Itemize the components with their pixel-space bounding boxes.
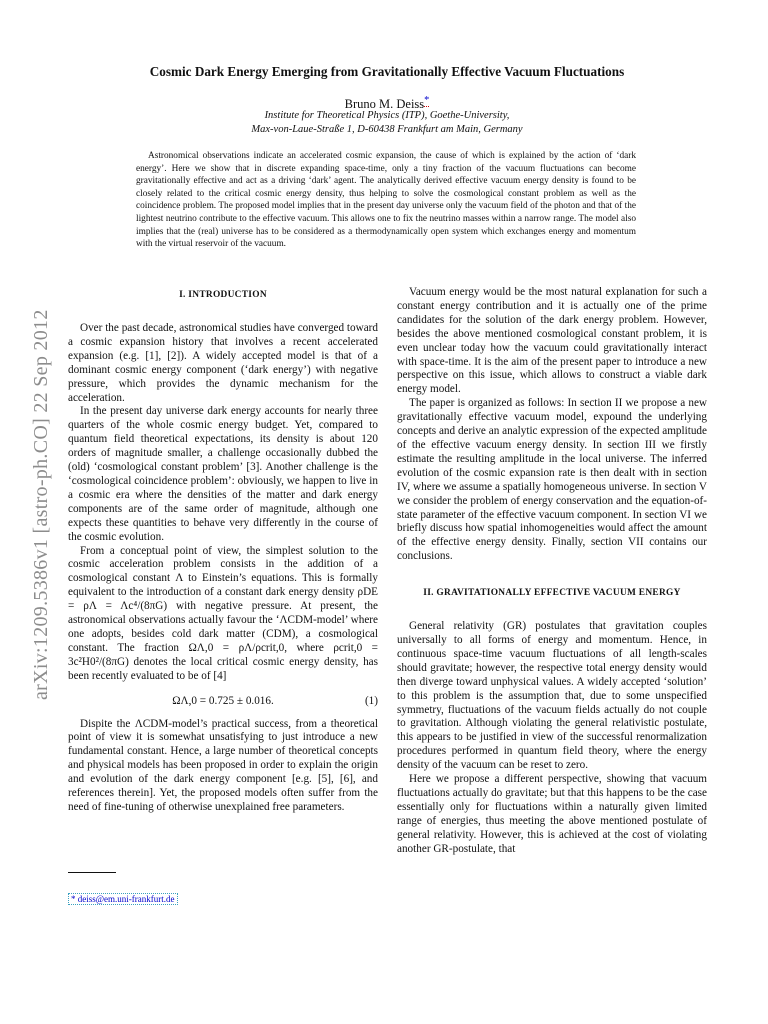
section-heading-introduction: I. INTRODUCTION [179,290,267,300]
paragraph: Here we propose a different perspective, showing that vacuum fluctuations actually do gravitate; but that this happens to be the case essentially only for fluctuations within a naturally given limited range of energies, thus meeting the above mentioned postulate of general relativity. However, this is achieved at the cost of violating another GR-postulate, that [397,773,707,855]
paragraph: In the present day universe dark energy accounts for nearly three quarters of the whole cosmic energy budget. Yet, compared to quantum field theoretical expectations, its density is about 120 orders of magnitude smaller, a challenge occasionally dubbed the (old) ‘cosmological constant problem’ [3]. Another challenge is the ‘cosmological coincidence problem’: obviously, we happen to live in a cosmic era where the densities of the matter and dark energy components are of the same order of magnitude, although one expects these quantities to behave very differently in the course of the cosmic evolution. [68,405,378,543]
footnote [68,894,178,904]
paragraph: Dispite the ΛCDM-model’s practical success, from a theoretical point of view it is somewhat unsatisfying to just introduce a new fundamental constant. Hence, a large number of theoretical concepts and physical models has been proposed in order to explain the origin and evolution of the dark energy component [e.g. [5], [6], and references therein]. Yet, the proposed models often suffer from the need of fine-tuning of otherwise unexplained free parameters. [68,717,378,813]
affiliation-line-1: Institute for Theoretical Physics (ITP), Goethe-University, [264,110,510,121]
equation-number: (1) [364,694,378,707]
left-column [68,286,378,815]
section-heading-gravitationally-effective: II. GRAVITATIONALLY EFFECTIVE VACUUM ENERGY [423,588,681,599]
paragraph: General relativity (GR) postulates that gravitation couples universally to all forms of energy and momentum. Hence, in continuous space-time vacuum fluctuations of all length-scales should gravitate; however, the respective total energy density would then diverge toward unphysical values. A widely accepted ‘solution’ to this problem is the assumption that, due to some unspecified symmetry, fluctuations of the vacuum fields actually do not couple to gravitation. Although violating the general relativistic postulate, this appears to be justified in view of the successful renormalization procedures performed in quantum field theory, where the energy density of the vacuum can be reset to zero. [397,620,707,772]
arxiv-identifier-stamp: arXiv:1209.5386v1 [astro-ph.CO] 22 Sep 2012 [30,309,52,700]
author-footnote-link[interactable]: * [424,95,430,106]
author-name: Bruno M. Deiss [344,97,425,112]
paragraph: The paper is organized as follows: In section II we propose a new gravitationally effective vacuum model, expound the underlying concepts and derive an analytic expression of the expected amplitude of the effective vacuum energy density. In section III we firstly estimate the resulting amplitude in the local universe. The inferred evolution of the cosmic expansion rate is then dealt with in section IV, where we assume a spatially homogeneous universe. In section V we consider the problem of energy conservation and the equation-of-state parameter of the effective vacuum component. In section VI we briefly discuss how spatial inhomogeneities would affect the amount of the effective energy density. Finally, section VII contains our conclusions. [397,397,707,563]
equation-1 [68,694,378,708]
right-column [397,286,707,857]
author-email-link[interactable]: * deiss@em.uni-frankfurt.de [68,893,178,905]
equation-body: ΩΛ,0 = 0.725 ± 0.016. [172,694,274,707]
paragraph: Over the past decade, astronomical studies have converged toward a cosmic expansion history that involves a recent accelerated expansion (e.g. [1], [2]). A widely accepted model is that of a dominant cosmic energy component (‘dark energy’) with negative pressure, which provides the dynamic mechanism for the acceleration. [68,322,378,404]
affiliation-line-2: Max-von-Laue-Straße 1, D-60438 Frankfurt am Main, Germany [251,124,523,135]
paragraph: From a conceptual point of view, the simplest solution to the cosmic acceleration problem consists in the addition of a cosmological constant Λ to Einstein’s equations. This is formally equivalent to the introduction of a constant dark energy density ρDE = ρΛ = Λc⁴/(8πG) with negative pressure. At present, the astronomical observations actually favour the ‘ΛCDM-model’ where one adopts, besides cold dark matter (CDM), a cosmological constant. The fraction ΩΛ,0 = ρΛ/ρcrit,0, where ρcrit,0 = 3c²H0²/(8πG) denotes the local critical cosmic energy density, has been recently evaluated to be of [4] [68,544,378,682]
abstract: Astronomical observations indicate an accelerated cosmic expansion, the cause of which is explained by the action of ‘dark energy’. Here we show that in discrete expanding space-time, only a tiny fraction of the vacuum fluctuations can become gravitationally effective and act as a driving ‘dark’ agent. The analytically derived effective vacuum energy density is found to be closely related to the critical cosmic energy density, thus helping to solve the cosmological constant problem as well as the coincidence problem. The proposed model implies that in the present day universe only the vacuum field of the photon and that of the lightest neutrino contribute to the effective vacuum. This allows one to fix the neutrino masses within a narrow range. The model also implies that the (real) universe has to be considered as a thermodynamically open system which exchanges energy and momentum with the virtual reservoir of the vacuum. [136,151,636,250]
paper-title: Cosmic Dark Energy Emerging from Gravitationally Effective Vacuum Fluctuations [149,64,625,79]
footnote-rule [68,872,116,873]
paragraph: Vacuum energy would be the most natural explanation for such a constant energy contribution and it is actually one of the prime candidates for the solution of the dark energy problem. However, besides the above mentioned cosmological constant problem, it is even unclear today how the vacuum could gravitationally interact with space-time. It is the aim of the present paper to introduce a new perspective on this issue, which allows to construct a viable dark energy model. [397,286,707,396]
